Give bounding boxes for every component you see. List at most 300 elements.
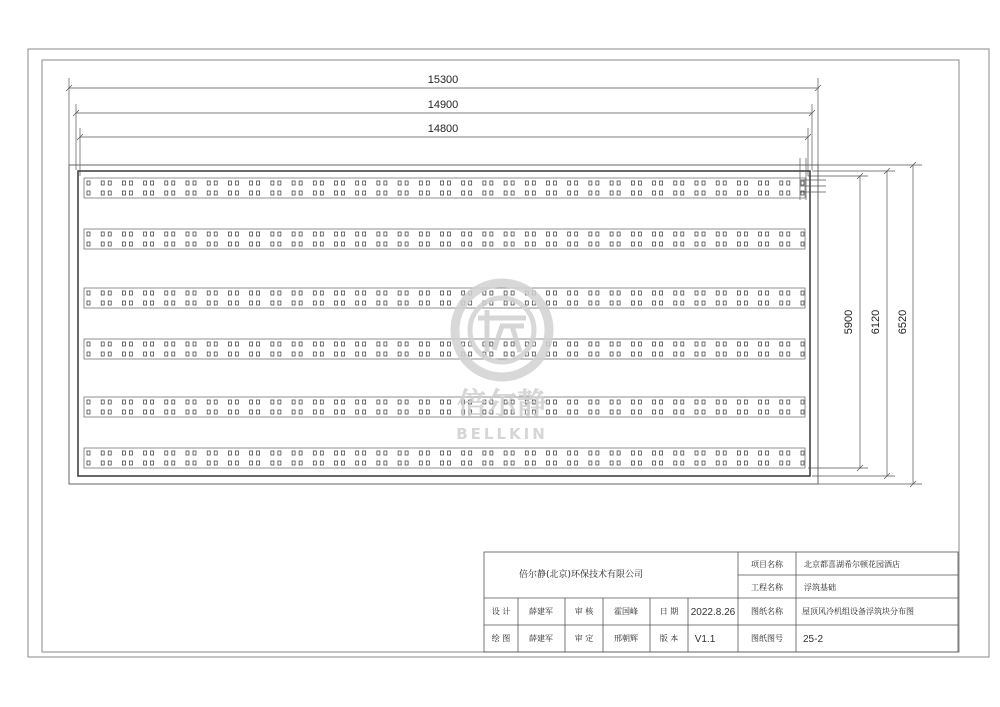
- floating-block: [575, 451, 592, 465]
- block-pad: [101, 181, 104, 185]
- floating-block: [235, 291, 252, 305]
- block-pad: [320, 191, 323, 195]
- block-pad: [144, 291, 147, 295]
- block-pad: [674, 410, 677, 414]
- block-pad: [377, 191, 380, 195]
- block-pad: [193, 242, 196, 246]
- block-pad: [610, 400, 613, 404]
- block-pad: [235, 451, 238, 455]
- block-pad: [737, 291, 740, 295]
- floating-block: [363, 342, 380, 356]
- block-pad: [320, 291, 323, 295]
- block-pad: [780, 400, 783, 404]
- block-pad: [122, 410, 125, 414]
- block-pad: [681, 410, 684, 414]
- block-pad: [787, 291, 790, 295]
- block-pad: [384, 410, 387, 414]
- block-pad: [419, 242, 422, 246]
- block-pad: [228, 291, 231, 295]
- block-pad: [214, 352, 217, 356]
- block-pad: [759, 410, 762, 414]
- block-pad: [610, 291, 613, 295]
- block-pad: [759, 352, 762, 356]
- floating-block: [426, 232, 443, 246]
- block-pad: [363, 181, 366, 185]
- block-pad: [631, 242, 634, 246]
- block-pad: [292, 301, 295, 305]
- block-pad: [638, 242, 641, 246]
- block-pad: [723, 342, 726, 346]
- block-pad: [87, 451, 90, 455]
- floating-block: [766, 291, 783, 305]
- block-pad: [186, 400, 189, 404]
- block-pad: [660, 400, 663, 404]
- block-pad: [151, 242, 154, 246]
- block-pad: [151, 461, 154, 465]
- block-pad: [129, 181, 132, 185]
- block-pad: [441, 291, 444, 295]
- version-value: V1.1: [694, 634, 716, 645]
- floating-block: [257, 232, 274, 246]
- block-pad: [398, 461, 401, 465]
- floating-block: [681, 342, 698, 356]
- floating-block: [108, 400, 125, 414]
- block-pad: [723, 232, 726, 236]
- block-pad: [101, 410, 104, 414]
- block-pad: [490, 242, 493, 246]
- block-pad: [575, 400, 578, 404]
- block-pad: [151, 342, 154, 346]
- block-pad: [405, 181, 408, 185]
- block-pad: [186, 291, 189, 295]
- floating-block: [384, 451, 401, 465]
- block-pad: [363, 342, 366, 346]
- floating-block: [87, 291, 104, 305]
- block-pad: [504, 232, 507, 236]
- block-pad: [122, 400, 125, 404]
- block-pad: [448, 291, 451, 295]
- block-pad: [426, 342, 429, 346]
- block-pad: [547, 191, 550, 195]
- drawing-no: 25-2: [803, 634, 824, 645]
- block-pad: [638, 232, 641, 236]
- block-pad: [737, 301, 740, 305]
- block-pad: [695, 181, 698, 185]
- block-pad: [419, 342, 422, 346]
- block-pad: [695, 451, 698, 455]
- block-pad: [638, 342, 641, 346]
- floating-block: [596, 400, 613, 414]
- block-pad: [780, 342, 783, 346]
- block-pad: [448, 352, 451, 356]
- floating-block: [214, 400, 231, 414]
- block-pad: [504, 451, 507, 455]
- block-pad: [108, 181, 111, 185]
- block-pad: [405, 352, 408, 356]
- block-pad: [568, 400, 571, 404]
- block-pad: [172, 301, 175, 305]
- block-pad: [801, 342, 804, 346]
- block-pad: [207, 191, 210, 195]
- block-pad: [122, 301, 125, 305]
- block-pad: [405, 461, 408, 465]
- block-pad: [759, 291, 762, 295]
- block-pad: [801, 242, 804, 246]
- block-pad: [462, 232, 465, 236]
- block-pad: [766, 301, 769, 305]
- block-pad: [702, 352, 705, 356]
- block-pad: [638, 291, 641, 295]
- floating-block: [660, 232, 677, 246]
- block-pad: [292, 342, 295, 346]
- block-pad: [426, 352, 429, 356]
- block-pad: [744, 451, 747, 455]
- block-pad: [554, 232, 557, 236]
- block-pad: [250, 181, 253, 185]
- block-pad: [144, 352, 147, 356]
- block-pad: [271, 291, 274, 295]
- block-pad: [278, 232, 281, 236]
- block-pad: [631, 342, 634, 346]
- floating-block: [426, 342, 443, 356]
- block-pad: [441, 301, 444, 305]
- block-pad: [193, 451, 196, 455]
- floating-block: [129, 342, 146, 356]
- floating-block: [766, 342, 783, 356]
- block-pad: [702, 400, 705, 404]
- block-pad: [122, 181, 125, 185]
- block-pad: [780, 232, 783, 236]
- block-pad: [257, 342, 260, 346]
- block-pad: [780, 352, 783, 356]
- block-pad: [787, 461, 790, 465]
- block-pad: [744, 352, 747, 356]
- block-pad: [766, 191, 769, 195]
- block-pad: [653, 352, 656, 356]
- block-pad: [780, 461, 783, 465]
- block-pad: [744, 461, 747, 465]
- block-pad: [568, 461, 571, 465]
- block-pad: [469, 461, 472, 465]
- block-pad: [702, 242, 705, 246]
- block-pad: [228, 191, 231, 195]
- block-pad: [363, 451, 366, 455]
- block-pad: [299, 451, 302, 455]
- block-pad: [483, 232, 486, 236]
- block-pad: [313, 410, 316, 414]
- block-pad: [723, 181, 726, 185]
- block-pad: [759, 461, 762, 465]
- block-pad: [638, 410, 641, 414]
- floating-block: [193, 181, 210, 195]
- block-pad: [702, 301, 705, 305]
- block-pad: [554, 461, 557, 465]
- block-pad: [405, 342, 408, 346]
- floating-block: [787, 181, 804, 195]
- block-pad: [87, 191, 90, 195]
- block-pad: [780, 181, 783, 185]
- block-pad: [716, 291, 719, 295]
- block-pad: [419, 301, 422, 305]
- block-pad: [674, 181, 677, 185]
- block-pad: [313, 242, 316, 246]
- block-pad: [144, 400, 147, 404]
- block-pad: [384, 301, 387, 305]
- block-pad: [214, 242, 217, 246]
- block-pad: [363, 301, 366, 305]
- floating-block: [554, 291, 571, 305]
- block-pad: [419, 232, 422, 236]
- block-pad: [144, 451, 147, 455]
- block-pad: [398, 410, 401, 414]
- floating-block: [87, 451, 104, 465]
- block-pad: [596, 410, 599, 414]
- block-pad: [186, 181, 189, 185]
- block-pad: [250, 400, 253, 404]
- block-pad: [144, 301, 147, 305]
- block-pad: [165, 410, 168, 414]
- block-pad: [759, 191, 762, 195]
- block-pad: [589, 400, 592, 404]
- floating-block: [554, 232, 571, 246]
- floating-block: [193, 451, 210, 465]
- block-pad: [532, 451, 535, 455]
- block-pad: [766, 342, 769, 346]
- block-pad: [377, 461, 380, 465]
- block-pad: [278, 291, 281, 295]
- block-pad: [271, 451, 274, 455]
- block-pad: [214, 410, 217, 414]
- block-pad: [631, 400, 634, 404]
- block-pad: [801, 232, 804, 236]
- block-pad: [575, 242, 578, 246]
- block-pad: [737, 342, 740, 346]
- floating-block: [320, 400, 337, 414]
- block-pad: [511, 242, 514, 246]
- block-pad: [462, 181, 465, 185]
- dim-6120: 6120: [870, 309, 882, 335]
- block-pad: [702, 451, 705, 455]
- block-pad: [787, 410, 790, 414]
- block-pad: [335, 400, 338, 404]
- block-pad: [101, 400, 104, 404]
- block-pad: [653, 232, 656, 236]
- block-pad: [589, 342, 592, 346]
- block-pad: [448, 191, 451, 195]
- floating-block: [405, 181, 422, 195]
- block-pad: [250, 342, 253, 346]
- block-pad: [448, 301, 451, 305]
- floating-block: [448, 232, 465, 246]
- block-pad: [108, 291, 111, 295]
- block-pad: [780, 242, 783, 246]
- block-pad: [320, 400, 323, 404]
- block-pad: [596, 191, 599, 195]
- block-pad: [129, 232, 132, 236]
- block-pad: [108, 301, 111, 305]
- project-name-label: 项目名称: [751, 560, 783, 569]
- block-pad: [122, 232, 125, 236]
- block-pad: [101, 461, 104, 465]
- block-pad: [426, 400, 429, 404]
- floating-block: [787, 232, 804, 246]
- block-pad: [716, 191, 719, 195]
- block-pad: [214, 342, 217, 346]
- block-pad: [716, 461, 719, 465]
- block-pad: [766, 291, 769, 295]
- block-pad: [165, 400, 168, 404]
- floating-block: [617, 232, 634, 246]
- block-pad: [235, 291, 238, 295]
- date-label: 日 期: [659, 607, 679, 616]
- block-pad: [744, 301, 747, 305]
- floating-block: [342, 400, 359, 414]
- block-pad: [716, 352, 719, 356]
- block-pad: [737, 352, 740, 356]
- block-pad: [702, 191, 705, 195]
- block-pad: [271, 461, 274, 465]
- block-pad: [235, 461, 238, 465]
- block-pad: [653, 410, 656, 414]
- block-pad: [228, 410, 231, 414]
- block-pad: [511, 352, 514, 356]
- block-pad: [575, 191, 578, 195]
- floating-block: [320, 342, 337, 356]
- block-pad: [193, 400, 196, 404]
- floating-block: [214, 232, 231, 246]
- block-pad: [483, 191, 486, 195]
- block-pad: [335, 232, 338, 236]
- floating-block: [320, 291, 337, 305]
- block-pad: [653, 451, 656, 455]
- block-pad: [462, 191, 465, 195]
- block-pad: [257, 181, 260, 185]
- block-pad: [405, 400, 408, 404]
- block-pad: [278, 301, 281, 305]
- block-pad: [674, 291, 677, 295]
- block-pad: [257, 301, 260, 305]
- block-pad: [547, 291, 550, 295]
- block-pad: [87, 301, 90, 305]
- block-pad: [405, 291, 408, 295]
- block-pad: [532, 352, 535, 356]
- block-pad: [638, 191, 641, 195]
- block-pad: [554, 242, 557, 246]
- block-pad: [596, 232, 599, 236]
- block-pad: [525, 191, 528, 195]
- floating-block: [108, 342, 125, 356]
- block-pad: [313, 461, 316, 465]
- block-pad: [681, 242, 684, 246]
- block-pad: [568, 451, 571, 455]
- block-pad: [278, 242, 281, 246]
- block-pad: [610, 181, 613, 185]
- block-pad: [596, 242, 599, 246]
- block-pad: [250, 301, 253, 305]
- block-pad: [568, 291, 571, 295]
- block-pad: [299, 181, 302, 185]
- block-pad: [398, 181, 401, 185]
- block-pad: [405, 451, 408, 455]
- block-pad: [787, 352, 790, 356]
- block-pad: [214, 232, 217, 236]
- block-pad: [356, 232, 359, 236]
- block-pad: [681, 301, 684, 305]
- block-pad: [278, 400, 281, 404]
- block-pad: [737, 242, 740, 246]
- dim-5900: 5900: [843, 309, 855, 335]
- floating-block: [278, 451, 295, 465]
- block-pad: [511, 342, 514, 346]
- block-pad: [342, 301, 345, 305]
- block-pad: [228, 461, 231, 465]
- block-pad: [228, 352, 231, 356]
- block-pad: [462, 291, 465, 295]
- block-pad: [398, 191, 401, 195]
- block-pad: [250, 232, 253, 236]
- block-pad: [610, 410, 613, 414]
- block-pad: [398, 400, 401, 404]
- foundation-outer: [69, 165, 818, 484]
- block-pad: [547, 461, 550, 465]
- block-pad: [441, 342, 444, 346]
- block-pad: [193, 291, 196, 295]
- block-pad: [228, 342, 231, 346]
- block-pad: [122, 242, 125, 246]
- block-pad: [744, 191, 747, 195]
- floating-block: [363, 451, 380, 465]
- block-pad: [766, 451, 769, 455]
- floating-block: [257, 291, 274, 305]
- block-pad: [568, 191, 571, 195]
- block-pad: [631, 352, 634, 356]
- block-pad: [292, 410, 295, 414]
- block-pad: [653, 461, 656, 465]
- block-pad: [129, 342, 132, 346]
- block-pad: [674, 400, 677, 404]
- block-pad: [737, 191, 740, 195]
- floating-block: [129, 232, 146, 246]
- block-pad: [525, 301, 528, 305]
- block-pad: [335, 410, 338, 414]
- block-pad: [589, 410, 592, 414]
- block-pad: [596, 342, 599, 346]
- block-pad: [207, 352, 210, 356]
- block-pad: [744, 232, 747, 236]
- block-pad: [525, 242, 528, 246]
- block-pad: [363, 291, 366, 295]
- block-pad: [108, 352, 111, 356]
- block-pad: [165, 342, 168, 346]
- block-pad: [108, 242, 111, 246]
- block-pad: [787, 301, 790, 305]
- block-pad: [469, 352, 472, 356]
- block-pad: [674, 301, 677, 305]
- block-pad: [490, 352, 493, 356]
- block-pad: [151, 181, 154, 185]
- block-pad: [172, 461, 175, 465]
- floating-block: [172, 451, 189, 465]
- block-pad: [257, 242, 260, 246]
- block-pad: [87, 342, 90, 346]
- block-pad: [695, 301, 698, 305]
- block-pad: [214, 191, 217, 195]
- dim-15300: 15300: [427, 74, 459, 86]
- block-pad: [638, 400, 641, 404]
- work-name: 浮筑基础: [804, 583, 836, 592]
- block-pad: [342, 451, 345, 455]
- block-pad: [596, 352, 599, 356]
